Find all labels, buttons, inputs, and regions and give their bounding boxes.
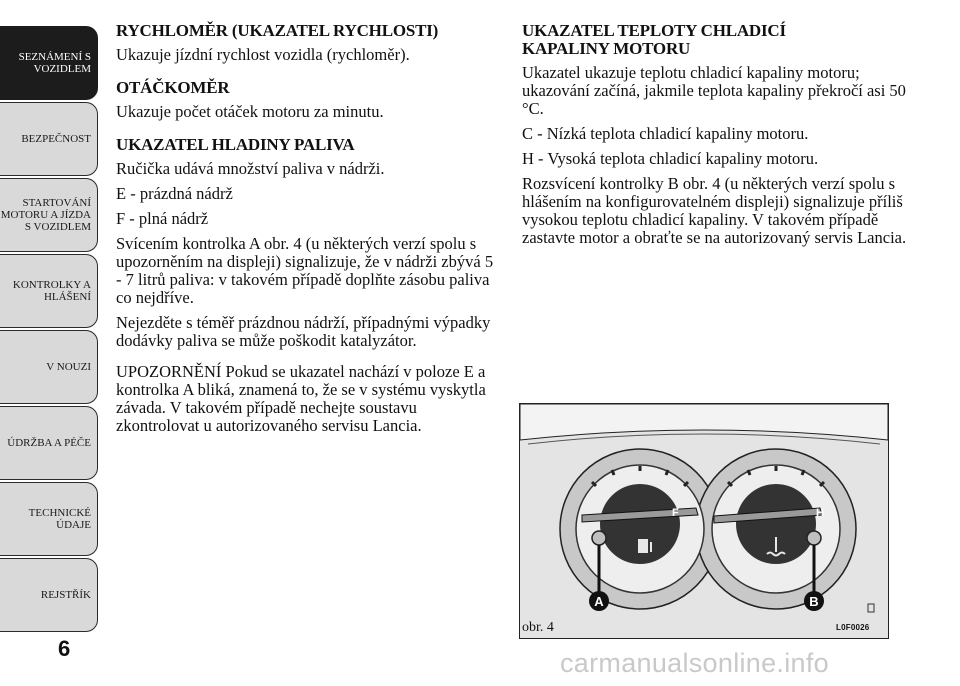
tab-v-nouzi[interactable]: V NOUZI [0, 330, 98, 404]
tab-seznameni[interactable]: SEZNÁMENÍ S VOZIDLEM [0, 26, 98, 100]
gauges-illustration [520, 404, 888, 638]
right-column [522, 22, 922, 254]
speedometer-text: Ukazuje jízdní rychlost vozidla (rychloměr). [116, 45, 410, 64]
fuel-text-4: Svícením kontrolka A obr. 4 (u některých verzí spolu s upozorněním na displeji) signalizuje, že v nádrži zbývá 5 - 7 litrů paliva: v takovém případě doplňte zásobu paliva co nejdříve. [116, 234, 494, 307]
watermark: carmanualsonline.info [560, 648, 829, 678]
fuel-gauge-heading: UKAZATEL HLADINY PALIVA [116, 135, 355, 154]
coolant-text-3: H - Vysoká teplota chladicí kapaliny motoru. [522, 149, 819, 168]
tachometer-text: Ukazuje počet otáček motoru za minutu. [116, 102, 384, 121]
tachometer-heading: OTÁČKOMĚR [116, 78, 230, 97]
coolant-text-1: Ukazatel ukazuje teplotu chladicí kapaliny motoru; ukazování začíná, jakmile teplota kapaliny překročí asi 50 °C. [522, 63, 906, 118]
figure-caption: obr. 4 [522, 620, 554, 635]
temp-hot-mark: H [816, 507, 824, 519]
tab-startovani[interactable]: STARTOVÁNÍ MOTORU A JÍZDA S VOZIDLEM [0, 178, 98, 252]
tab-bezpecnost[interactable]: BEZPEČNOST [0, 102, 98, 176]
fuel-text-3: F - plná nádrž [116, 209, 209, 228]
fuel-full-mark: F [672, 507, 679, 519]
label-a: A [594, 594, 604, 609]
fuel-text-1: Ručička udává množství paliva v nádrži. [116, 159, 385, 178]
warning-lamp-a [592, 531, 606, 545]
tab-kontrolky[interactable]: KONTROLKY A HLÁŠENÍ [0, 254, 98, 328]
figure-gauges [519, 403, 889, 639]
tab-technicke[interactable]: TECHNICKÉ ÚDAJE [0, 482, 98, 556]
tab-udrzba[interactable]: ÚDRŽBA A PÉČE [0, 406, 98, 480]
coolant-text-2: C - Nízká teplota chladicí kapaliny motoru. [522, 124, 809, 143]
coolant-text-4: Rozsvícení kontrolky B obr. 4 (u některých verzí spolu s hlášením na konfigurovatelném displeji) signalizuje příliš vysokou teplotu chladicí kapaliny. V takovém případě zastavte motor a obraťte se na autorizovaný servis Lancia. [522, 174, 907, 247]
fuel-text-2: E - prázdná nádrž [116, 184, 233, 203]
coolant-heading: UKAZATEL TEPLOTY CHLADICÍ KAPALINY MOTORU [522, 21, 786, 58]
speedometer-heading: RYCHLOMĚR (UKAZATEL RYCHLOSTI) [116, 21, 439, 40]
label-b: B [809, 594, 819, 609]
left-column [116, 22, 498, 442]
figure-code: L0F0026 [836, 623, 870, 632]
warning-lamp-b [807, 531, 821, 545]
page-number: 6 [58, 636, 71, 661]
tab-rejstrik[interactable]: REJSTŘÍK [0, 558, 98, 632]
fuel-text-5: Nejezděte s téměř prázdnou nádrží, případnými výpadky dodávky paliva se může poškodit katalyzátor. [116, 313, 491, 350]
warning-paragraph: UPOZORNĚNÍ Pokud se ukazatel nachází v poloze E a kontrolka A bliká, znamená to, že se v systému vyskytla závada. V takovém případě nechejte soustavu zkontrolovat u autorizovaného servisu Lancia. [116, 362, 486, 435]
